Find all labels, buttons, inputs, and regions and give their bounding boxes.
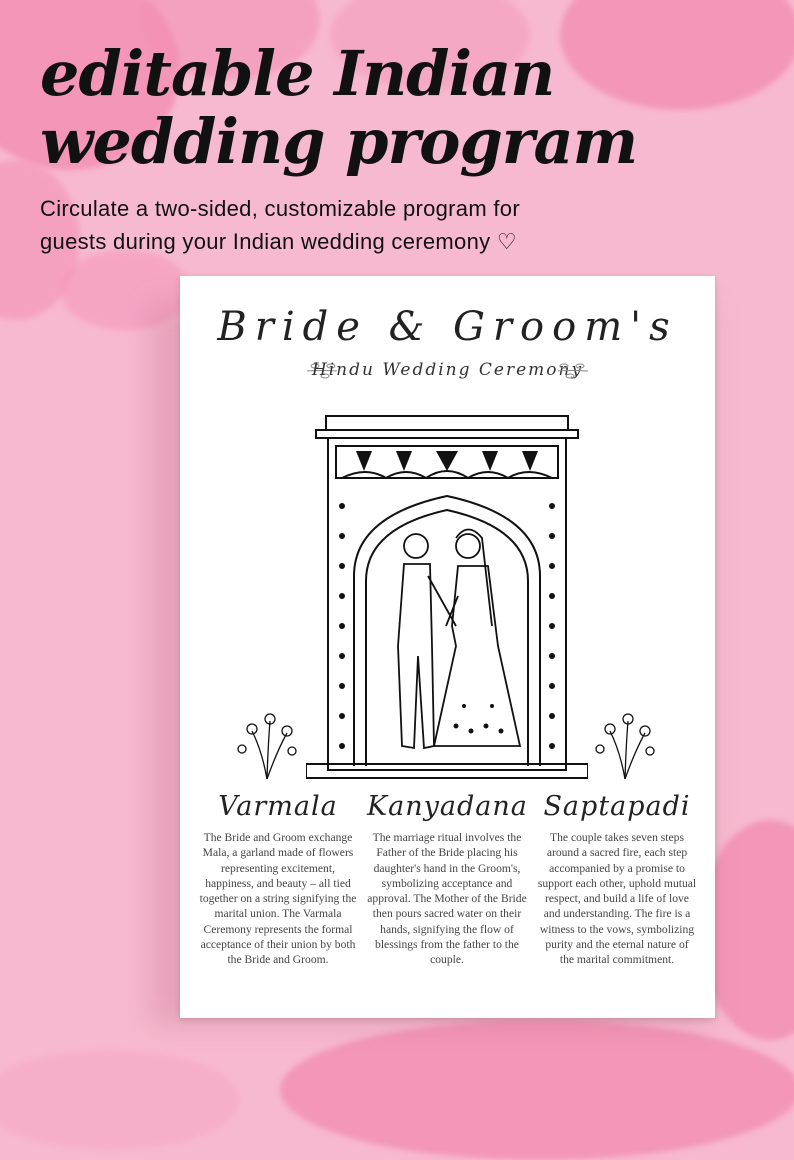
flower-bunch-left-icon [232,701,302,781]
subheadline-line-2: guests during your Indian wedding ceremony ♡ [40,229,517,254]
program-page [180,276,715,1018]
section-varmala [198,791,358,968]
headline [40,37,760,178]
section-title: Kanyadana [367,791,528,822]
headline-line-2: wedding program [40,105,638,178]
headline-line-1: editable Indian [40,37,555,110]
subheadline [40,192,780,258]
section-kanyadana [367,791,527,968]
section-text: The Bride and Groom exchange Mala, a garland made of flowers representing excitement, happiness, and beauty – all tied together on a string signifying the marital union. The Varmala Ceremony represents the formal acceptance of their union by both the Bride and Groom. [199,831,357,967]
leaf-sprig-right-icon [556,360,590,382]
section-title: Saptapadi [543,791,691,822]
mandap-couple-illustration [306,406,588,782]
section-text: The marriage ritual involves the Father of the Bride placing his daughter's hand in the Groom's, symbolizing acceptance and approval. The Mother of the Bride then pours sacred water on their hands, signifying the flow of blessings from the father to the couple. [367,831,527,967]
program-subtitle: Hindu Wedding Ceremony [311,360,584,380]
flower-bunch-right-icon [590,701,660,781]
subheadline-line-1: Circulate a two-sided, customizable program for [40,196,520,221]
section-saptapadi [537,791,697,968]
program-title: Bride & Groom's [217,304,678,350]
section-text: The couple takes seven steps around a sacred fire, each step accompanied by a promise to support each other, uphold mutual respect, and build a life of love and understanding. The fire is a witness to the vows, symbolizing purity and the eternal nature of the marital commitment. [537,831,697,967]
section-title: Varmala [218,791,338,822]
